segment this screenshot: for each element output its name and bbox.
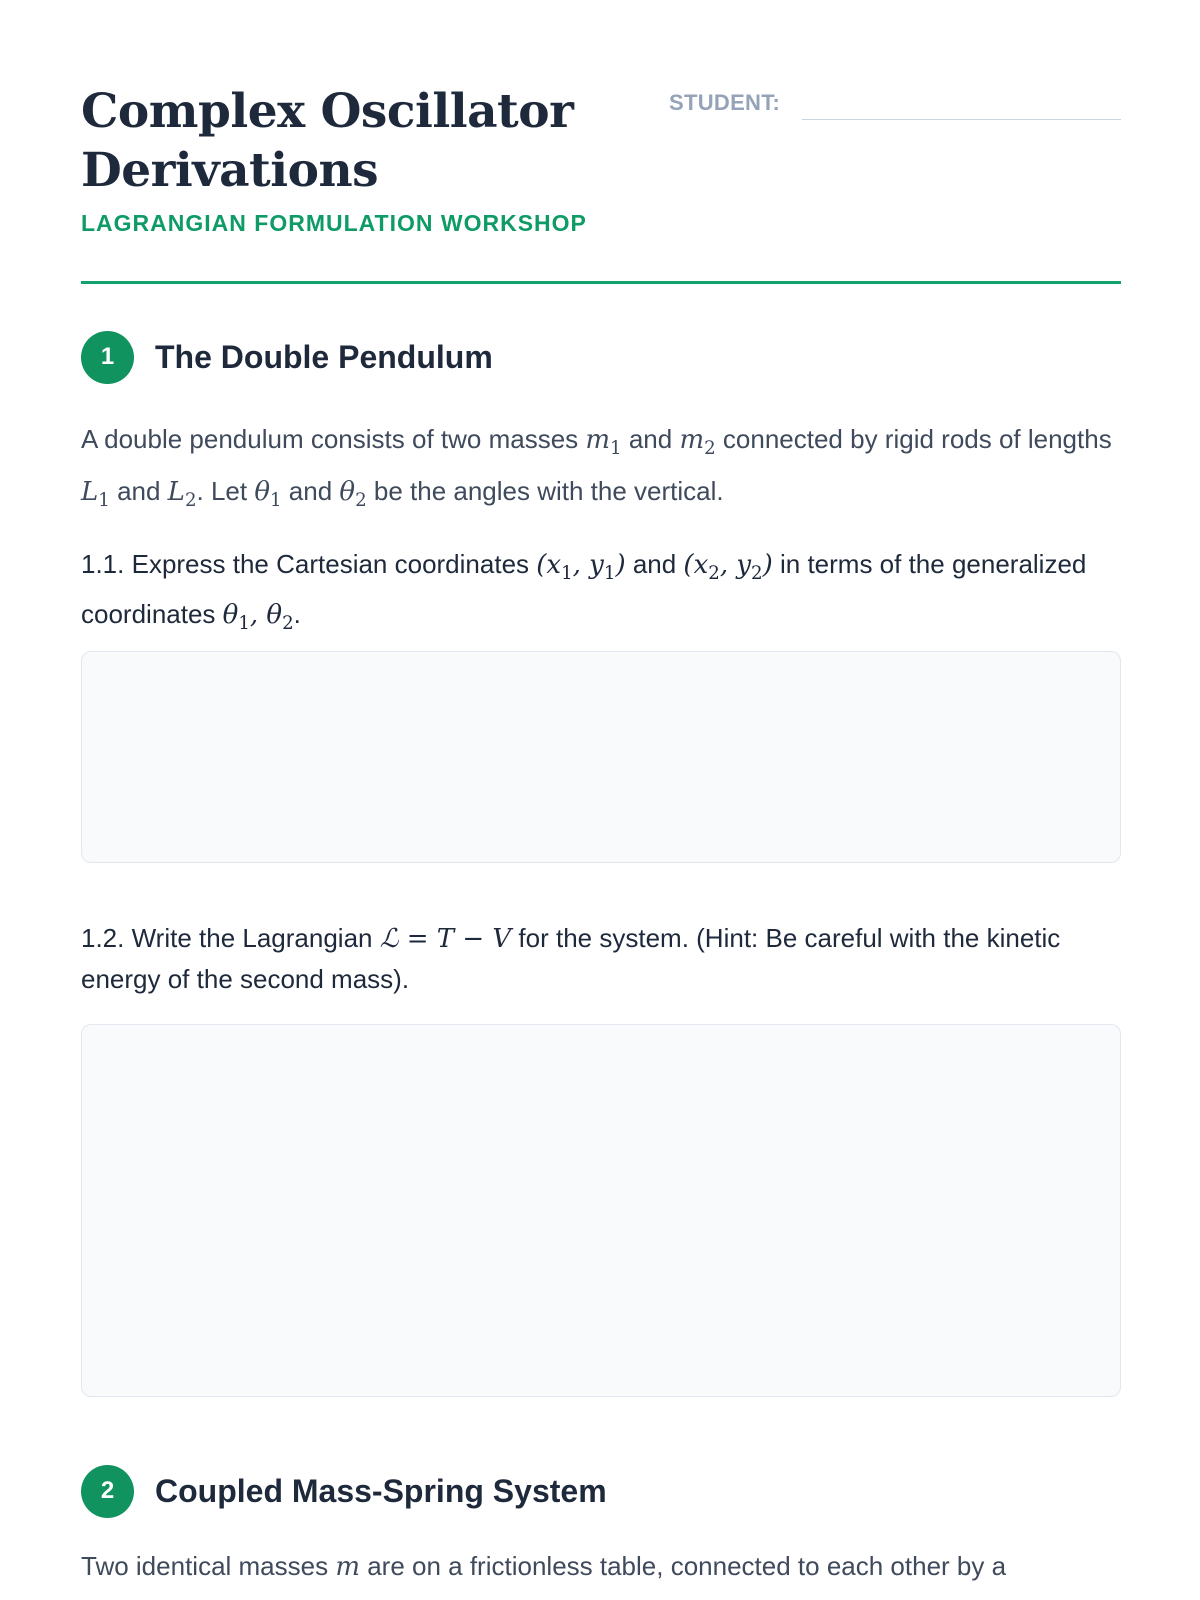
math-coords-1: ($x_1$, $y_1$) [536,550,626,585]
section-title: The Double Pendulum [155,338,493,375]
student-name-line[interactable] [802,119,1121,120]
intro-text: be the angles with the vertical. [366,476,724,507]
math-coords-2: ($x_2$, $y_2$) [683,550,773,585]
section-number-badge: 1 [81,331,134,384]
question-1-1 [81,544,1121,644]
question-text: Write the Lagrangian [124,923,380,953]
math-m1: $m_1$ [585,425,622,460]
section-title: Coupled Mass-Spring System [155,1472,607,1509]
question-number: 1.1. [81,549,125,579]
intro-text: . Let [196,476,255,507]
math-thetas: $\theta_1$, $\theta_2$ [222,600,294,635]
intro-text: and [621,424,680,454]
section-1-header [81,330,493,384]
question-text: . [293,599,301,630]
worksheet-page [81,0,1121,1582]
math-m2: $m_2$ [679,425,716,460]
intro-text: A double pendulum consists of two masses [81,424,586,454]
intro-text: and [281,476,340,507]
section-1-intro [81,418,1121,522]
page-title: Complex Oscillator Derivations [81,84,574,198]
question-number: 1.2. [81,923,125,953]
worksheet-header [81,0,1121,284]
math-theta2: $\theta_2$ [339,477,367,512]
question-1-2 [81,918,1121,999]
intro-text: connected by rigid rods of lengths [715,424,1112,454]
question-text: for the system. (Hint: Be careful with the kinetic energy of the second mass). [81,923,1061,994]
answer-box-1-2[interactable] [81,1024,1121,1397]
question-text: Express the Cartesian coordinates [124,549,537,579]
section-2-intro [81,1545,1121,1589]
student-label: STUDENT: [669,90,781,115]
student-name-field[interactable] [669,86,1121,122]
math-L2: $L_2$ [167,477,197,512]
answer-box-1-1[interactable] [81,651,1121,863]
math-L1: $L_1$ [81,477,110,512]
question-text: in terms of the generalized coordinates [81,549,1087,630]
math-lagrangian: ℒ = T − V [379,924,512,954]
math-m: m [335,1552,360,1582]
intro-text: are on a frictionless table, connected to each other by a [359,1551,1007,1581]
section-2-header [81,1464,607,1518]
section-number-badge: 2 [81,1465,134,1518]
intro-text: and [109,476,168,507]
intro-text: Two identical masses [81,1551,336,1581]
page-subtitle: LAGRANGIAN FORMULATION WORKSHOP [81,210,587,236]
question-text: and [625,549,684,579]
math-theta1: $\theta_1$ [254,477,282,512]
